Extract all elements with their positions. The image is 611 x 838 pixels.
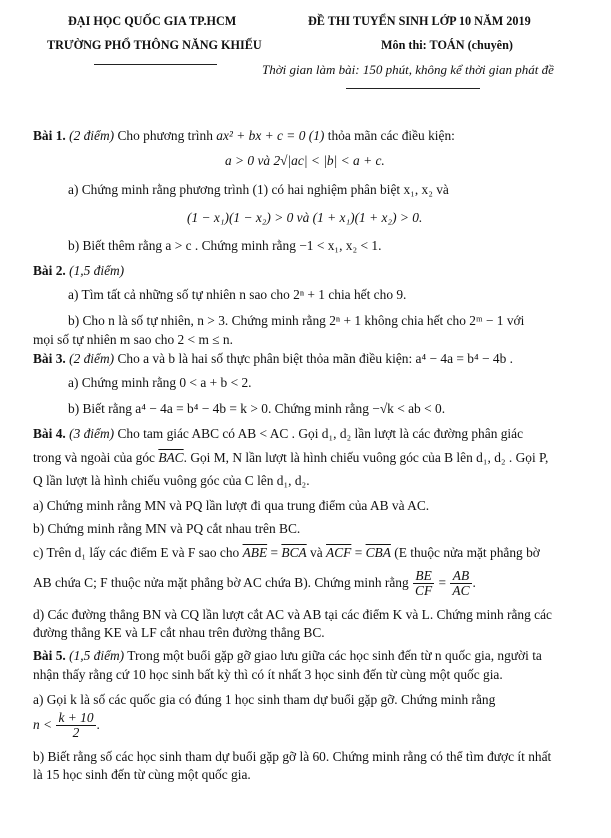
problem-2-part-b-line2: mọi số tự nhiên m sao cho 2 < m ≤ n. — [33, 332, 233, 347]
problem-4-intro: Bài 4. (3 điểm) Cho tam giác ABC có AB < AC . Gọi d₁, d₂ lần lượt là các đường phân giác — [33, 426, 524, 441]
school-name: TRƯỜNG PHỔ THÔNG NĂNG KHIẾU — [47, 38, 262, 52]
problem-5-line2: nhận thấy rằng cứ 10 học sinh bất kỳ thì có ít nhất 3 học sinh đến từ cùng một quốc gia. — [33, 667, 503, 682]
problem-1-equation: ax² + bx + c = 0 (1) — [216, 128, 325, 143]
problem-2-head — [33, 263, 124, 279]
problem-5-part-b-line1: b) Biết rằng số các học sinh tham dự buổi gặp gỡ là 60. Chứng minh rằng có thể tìm được ít nhất — [33, 749, 552, 764]
exam-time: Thời gian làm bài: 150 phút, không kể thời gian phát đề — [262, 62, 554, 77]
fraction-be-cf: $\frac{BE}{CF}$ — [415, 568, 433, 599]
problem-5-part-a-line1: a) Gọi k là số các quốc gia có đúng 1 học sinh tham dự buổi gặp gỡ. Chứng minh rằng — [33, 692, 496, 707]
angle-acf: $\overline{ACF}$ — [326, 545, 352, 560]
problem-1-part-b: b) Biết thêm rằng a > c . Chứng minh rằng −1 < x₁, x₂ < 1. — [68, 238, 382, 253]
problem-4-part-c-line2: AB chứa C; F thuộc nửa mặt phẳng bờ AC chứa B). Chứng minh rằng $\frac{BE}{CF}$ = $\frac{AB}{AC}$ . — [33, 568, 476, 599]
problem-4-part-c-line1: c) Trên d₁ lấy các điểm E và F sao cho $\overline{ABE} = \overline{BCA}$ và $\overline{ACF} = \overline{CBA}$ (E thuộc nửa mặt phẳng bờ — [33, 545, 540, 560]
problem-3-part-b: b) Biết rằng a⁴ − 4a = b⁴ − 4b = k > 0. Chứng minh rằng −√k < ab < 0. — [68, 401, 446, 416]
problem-4-part-a: a) Chứng minh rằng MN và PQ lần lượt đi qua trung điểm của AB và AC. — [33, 498, 430, 513]
angle-bac: $\overline{BAC}$ — [158, 450, 184, 465]
problem-5-part-b-line2: là 15 học sinh đến từ cùng một quốc gia. — [33, 767, 251, 782]
time-underline — [346, 88, 480, 89]
angle-bca: $\overline{BCA}$ — [281, 545, 307, 560]
problem-4-part-b: b) Chứng minh rằng MN và PQ cắt nhau trên BC. — [33, 521, 301, 536]
problem-4-points: (3 điểm) — [69, 426, 115, 441]
problem-3-label: Bài 3. — [33, 351, 66, 366]
problem-3-points: (2 điểm) — [69, 351, 115, 366]
problem-4-part-d-line1: d) Các đường thẳng BN và CQ lần lượt cắt AC và AB tại các điểm K và L. Chứng minh rằng các — [33, 607, 552, 622]
problem-5-intro: Bài 5. (1,5 điểm) Trong một buổi gặp gỡ giao lưu giữa các học sinh đến từ n quốc gia, người ta — [33, 648, 542, 663]
problem-2-part-a: a) Tìm tất cả những số tự nhiên n sao cho 2ⁿ + 1 chia hết cho 9. — [68, 287, 407, 302]
fraction-k-plus-10-over-2: $\frac{k + 10}{2}$ — [58, 710, 94, 741]
problem-2-part-b-line1: b) Cho n là số tự nhiên, n > 3. Chứng minh rằng 2ⁿ + 1 không chia hết cho 2ᵐ − 1 với — [68, 313, 525, 328]
problem-3-intro: Bài 3. (2 điểm) Cho a và b là hai số thực phân biệt thỏa mãn điều kiện: a⁴ − 4a = b⁴ − 4b . — [33, 351, 513, 366]
problem-4-line2: trong và ngoài của góc $\overline{BAC}$. Gọi M, N lần lượt là hình chiếu vuông góc của B lên d₁, d₂ . Gọi P, — [33, 450, 549, 465]
problem-1-points: (2 điểm) — [69, 128, 115, 143]
problem-2-points: (1,5 điểm) — [69, 263, 125, 278]
problem-3-part-a: a) Chứng minh rằng 0 < a + b < 2. — [68, 375, 252, 390]
problem-1-condition: a > 0 và 2√|ac| < |b| < a + c. — [225, 153, 385, 168]
problem-5-part-a-line2: n < $\frac{k + 10}{2}$ . — [33, 710, 100, 741]
exam-title: ĐỀ THI TUYỂN SINH LỚP 10 NĂM 2019 — [308, 14, 531, 28]
problem-1-label: Bài 1. — [33, 128, 66, 143]
exam-subject: Môn thi: TOÁN (chuyên) — [381, 38, 513, 52]
problem-5-label: Bài 5. — [33, 648, 66, 663]
problem-4-part-d-line2: đường thẳng KE và LF cắt nhau trên đường thẳng BC. — [33, 625, 325, 640]
university-name: ĐẠI HỌC QUỐC GIA TP.HCM — [68, 14, 237, 28]
angle-cba: $\overline{CBA}$ — [365, 545, 391, 560]
school-underline — [94, 64, 217, 65]
problem-1-part-a: a) Chứng minh rằng phương trình (1) có hai nghiệm phân biệt x₁, x₂ và — [68, 182, 449, 197]
fraction-ab-ac: $\frac{AB}{AC}$ — [452, 568, 470, 599]
problem-4-label: Bài 4. — [33, 426, 66, 441]
problem-2-label: Bài 2. — [33, 263, 66, 278]
problem-1-part-a-eq: (1 − x₁)(1 − x₂) > 0 và (1 + x₁)(1 + x₂) > 0. — [187, 210, 423, 225]
problem-5-points: (1,5 điểm) — [69, 648, 125, 663]
problem-4-line3: Q lần lượt là hình chiếu vuông góc của C lên d₁, d₂. — [33, 473, 310, 488]
angle-abe: $\overline{ABE}$ — [242, 545, 268, 560]
problem-1-intro: Bài 1. (2 điểm) Cho phương trình ax² + bx + c = 0 (1) thỏa mãn các điều kiện: — [33, 128, 455, 143]
